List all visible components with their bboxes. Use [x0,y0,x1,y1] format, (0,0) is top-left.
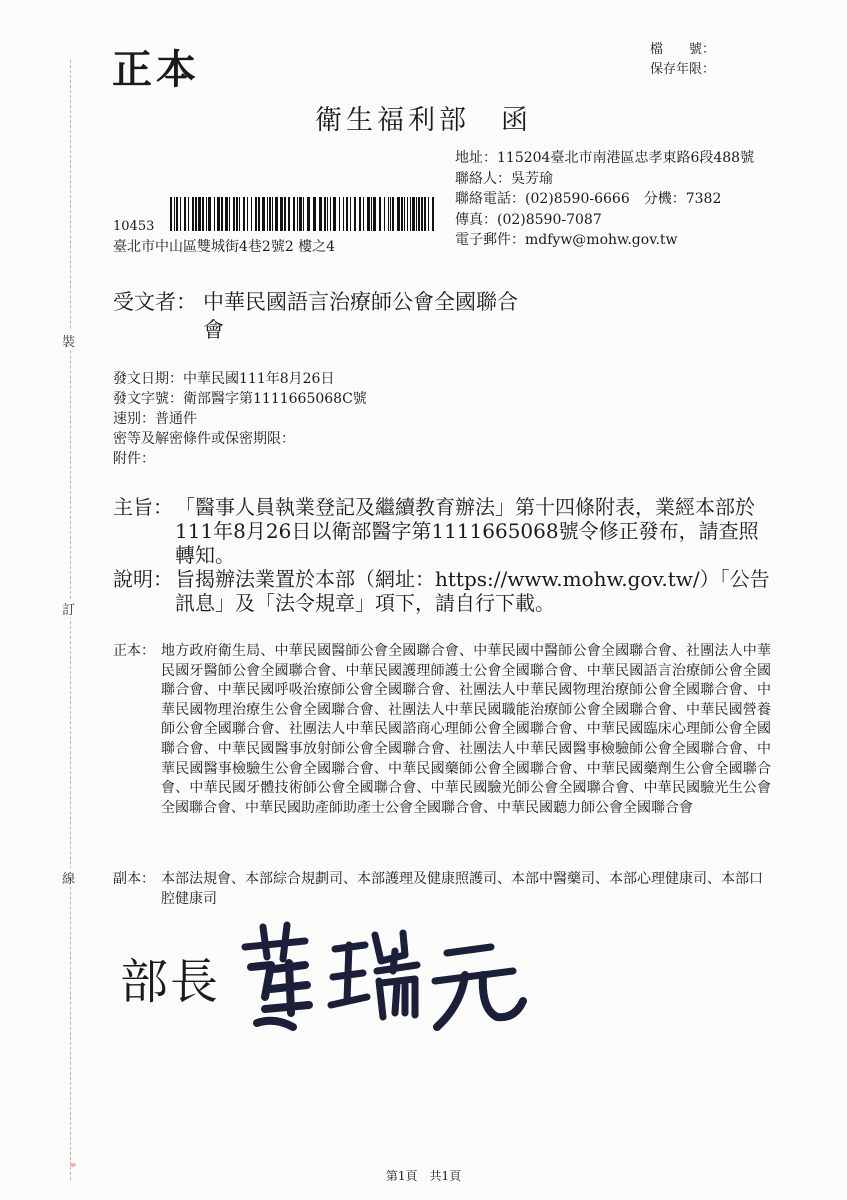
barcode-bar [313,197,316,231]
barcode-bar [293,197,295,231]
barcode-bar [407,197,408,231]
barcode-bar [303,197,304,231]
contact-person: 聯絡人：吳芳瑜 [455,170,553,187]
page-number: 第1頁 共1頁 [385,1169,462,1183]
original-copy-stamp: 正本 [112,46,200,93]
distribution-label: 正本： [113,643,155,659]
barcode-bar [247,197,248,231]
barcode-bar [297,197,298,231]
delivery-speed: 速別：普通件 [113,411,197,427]
barcode-bar [174,197,175,231]
barcode-bar [401,197,403,231]
attachments: 附件： [113,451,155,467]
barcode-bar [180,197,181,231]
document-meta [113,369,367,469]
document-title: 衛生福利部 函 [315,105,532,136]
barcode-bar [229,197,230,231]
barcode-bar [272,197,273,231]
barcode-bar [275,197,278,231]
minister-title: 部長 [120,954,221,1010]
barcode-bar [363,197,364,231]
barcode-bar [319,197,322,231]
barcode-bar [214,197,215,231]
barcode-bar [428,197,429,231]
binding-mark-middle: 訂 [62,599,75,618]
barcode-bar [176,197,178,231]
barcode-bar [251,197,252,231]
barcode-bar [202,197,204,231]
retention-period-label: 保存年限： [650,62,716,77]
barcode-bar [346,197,348,231]
barcode-bar [206,197,207,231]
recipient [113,288,518,342]
copies-list: 本部法規會、本部綜合規劃司、本部護理及健康照護司、本部中醫藥司、本部心理健康司、本部口腔健康司 [161,871,763,907]
barcode-bar [280,197,283,231]
subject-text: 「醫事人員執業登記及繼續教育辦法」第十四條附表，業經本部於111年8月26日以衛部醫字第1111665068號令修正發布，請查照轉知。 [175,495,759,567]
barcode-bar [412,197,415,231]
barcode-bar [184,197,186,231]
file-meta [650,40,715,80]
binding-mark-bottom: 線 [62,868,75,887]
barcode-bar [243,197,245,231]
barcode-bar [267,197,268,231]
binding-line [70,60,71,1180]
barcode-bar [392,197,394,231]
document-number: 發文字號：衛部醫字第1111665068C號 [113,391,367,407]
barcode-bar [221,197,223,231]
barcode-bar [170,197,172,231]
barcode-bar [359,197,361,231]
paper-speck [70,1163,76,1167]
contact-block [455,148,754,251]
barcode-bar [217,197,220,231]
recipient-label: 受文者： [113,290,197,314]
barcode-bar [397,197,400,231]
barcode-bar [208,197,211,231]
postal-code: 10453 [113,219,155,234]
binding-mark-top: 裝 [62,331,75,350]
barcode-bar [432,197,434,231]
barcode-bar [262,197,265,231]
barcode-bar [225,197,228,231]
barcode-bar [269,197,271,231]
secrecy-level: 密等及解密條件或保密期限： [113,431,295,447]
barcode-bar [424,197,426,231]
contact-fax: 傳真：(02)8590-7087 [455,211,602,228]
contact-phone: 聯絡電話：(02)8590-6666 分機：7382 [455,191,722,207]
barcode-bar [379,197,381,231]
barcode-bar [371,197,372,231]
barcode-bar [390,197,391,231]
barcode-bar [416,197,417,231]
barcode-bar [367,197,370,231]
barcode-bar [192,197,194,231]
copies-label: 副本： [113,871,155,887]
barcode-bar [410,197,411,231]
barcode-bar [421,197,423,231]
contact-address: 地址：115204臺北市南港區忠孝東路6段488號 [455,150,755,166]
barcode-bar [339,197,340,231]
barcode-bar [195,197,197,231]
barcode [170,197,442,231]
barcode-bar [330,197,331,231]
barcode-bar [354,197,356,231]
barcode-bar [299,197,302,231]
barcode-bar [307,197,310,231]
barcode-bar [233,197,235,231]
subject-label: 主旨： [113,495,173,519]
barcode-bar [324,197,326,231]
barcode-bar [388,197,389,231]
explanation-text: 旨揭辦法業置於本部（網址：https://www.mohw.gov.tw/）「公告訊息」及「法令規章」項下，請自行下載。 [175,567,770,615]
distribution-list: 地方政府衛生局、中華民國醫師公會全國聯合會、中華民國中醫師公會全國聯合會、社團法人中華民國牙醫師公會全國聯合會、中華民國護理師護士公會全國聯合會、中華民國語言治療師公會全國聯合會、中華民國呼吸治療師公會全國聯合會、社團法人中華民國物理治療師公會全國聯合會、中華民國物理治療生公會全國聯合會、社團法人中華民國職能治療師公會全國聯合會、中華民國營養師公會全國聯合會、社團法人中華民國諮商心理師公會全國聯合會、中華民國臨床心理師公會全國聯合會、中華民國醫事放射師公會全國聯合會、社團法人中華民國醫事檢驗師公會全國聯合會、中華民國醫事檢驗生公會全國聯合會、中華民國藥師公會全國聯合會、中華民國藥劑生公會全國聯合會、中華民國牙體技術師公會全國聯合會、中華民國驗光師公會全國聯合會、中華民國驗光生公會全國聯合會、中華民國助產師助產士公會全國聯合會、中華民國聽力師公會全國聯合會 [161,643,771,816]
barcode-bar [327,197,328,231]
barcode-bar [404,197,405,231]
minister-signature [235,905,535,1045]
barcode-bar [333,197,336,231]
barcode-bar [188,197,189,231]
barcode-bar [343,197,344,231]
barcode-bar [284,197,286,231]
barcode-bar [236,197,238,231]
barcode-bar [239,197,240,231]
barcode-bar [198,197,201,231]
barcode-bar [384,197,385,231]
file-number-label: 檔 號： [650,42,716,57]
barcode-bar [373,197,376,231]
mailing-address: 臺北市中山區雙城街4巷2號2 樓之4 [113,239,336,255]
barcode-bar [255,197,257,231]
barcode-bar [288,197,290,231]
barcode-bar [350,197,351,231]
issue-date: 發文日期：中華民國111年8月26日 [113,371,335,387]
barcode-bar [258,197,260,231]
explanation-label: 說明： [113,567,173,591]
barcode-bar [418,197,420,231]
contact-email: 電子郵件：mdfyw@mohw.gov.tw [455,232,678,248]
recipient-name: 中華民國語言治療師公會全國聯合會 [203,290,518,342]
